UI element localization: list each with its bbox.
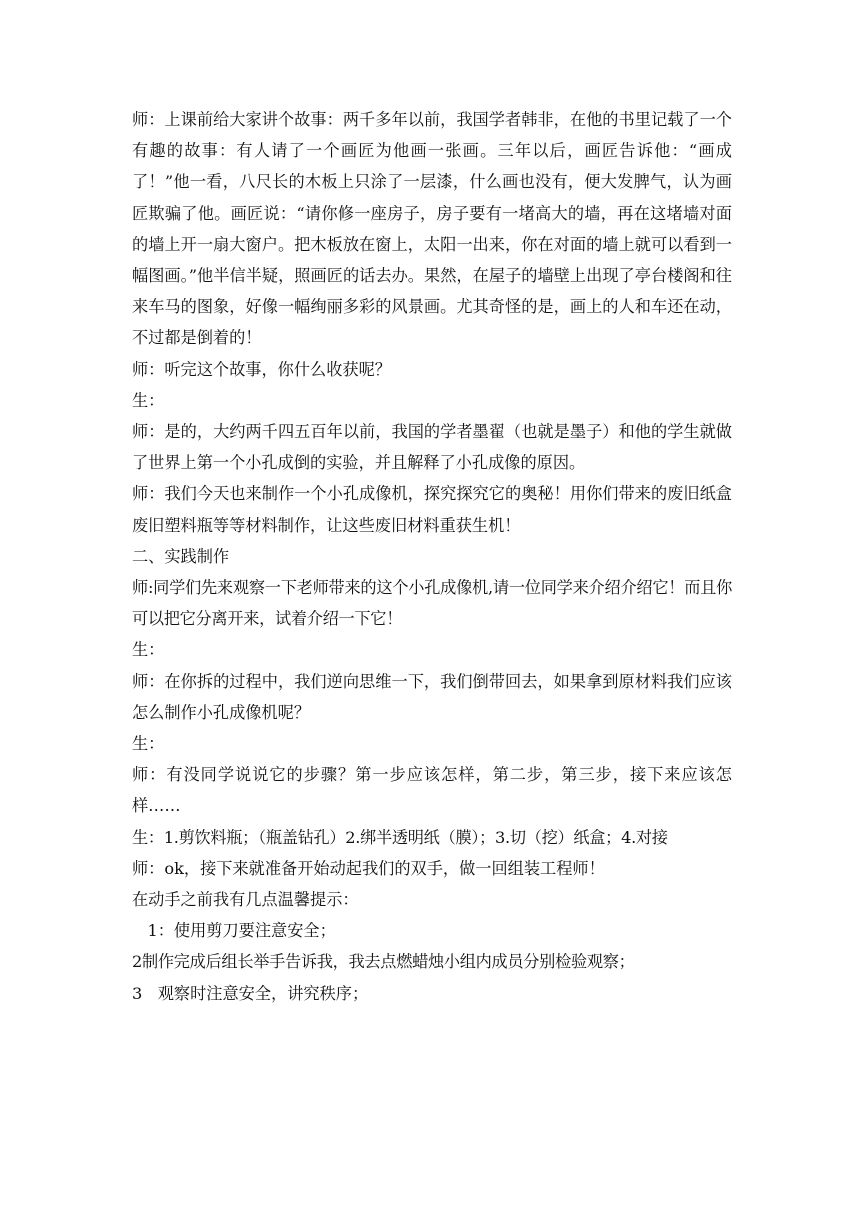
- student-reply: 生：: [132, 390, 165, 410]
- teacher-start-building: 师：ok，接下来就准备开始动起我们的双手，做一回组装工程师！: [132, 858, 605, 878]
- student-reply: 生：: [132, 734, 165, 754]
- document-page: [132, 104, 732, 1009]
- teacher-steps-question: 师：有没同学说说它的步骤？第一步应该怎样，第二步，第三步，接下来应该怎样……: [132, 765, 732, 816]
- tip-item-1: 1：使用剪刀要注意安全；: [132, 921, 336, 941]
- teacher-reverse-thinking: 师：在你拆的过程中，我们逆向思维一下，我们倒带回去，如果拿到原材料我们应该怎么制作小孔成像机呢？: [132, 671, 732, 722]
- student-steps-answer: 生：1.剪饮料瓶；（瓶盖钻孔）2.绑半透明纸（膜）；3.切（挖）纸盒；4.对接: [132, 827, 668, 847]
- tips-intro: 在动手之前我有几点温馨提示：: [132, 890, 359, 910]
- teacher-question: 师：听完这个故事，你什么收获呢？: [132, 359, 391, 379]
- story-paragraph: 师：上课前给大家讲个故事：两千多年以前，我国学者韩非，在他的书里记载了一个有趣的故事：有人请了一个画匠为他画一张画。三年以后，画匠告诉他：“画成了！”他一看，八尺长的木板上只涂了一层漆，什么画也没有，便大发脾气，认为画匠欺骗了他。画匠说：“请你修一座房子，房子要有一堵高大的墙，再在这堵墙对面的墙上开一扇大窗户。把木板放在窗上，太阳一出来，你在对面的墙上就可以看到一幅图画。”他半信半疑，照画匠的话去办。果然，在屋子的墙壁上出现了亭台楼阁和往来车马的图象，好像一幅绚丽多彩的风景画。尤其奇怪的是，画上的人和车还在动，不过都是倒着的！: [132, 110, 732, 348]
- teacher-observe: 师:同学们先来观察一下老师带来的这个小孔成像机,请一位同学来介绍介绍它！而且你可以把它分离开来，试着介绍一下它！: [132, 578, 732, 629]
- section-heading: 二、实践制作: [132, 546, 230, 566]
- student-reply: 生：: [132, 640, 165, 660]
- tip-item-3: 3 观察时注意安全，讲究秩序；: [132, 983, 369, 1003]
- teacher-explanation: 师：是的，大约两千四五百年以前，我国的学者墨翟（也就是墨子）和他的学生就做了世界上第一个小孔成倒的实验，并且解释了小孔成像的原因。: [132, 422, 732, 473]
- teacher-introduction: 师：我们今天也来制作一个小孔成像机，探究探究它的奥秘！用你们带来的废旧纸盒废旧塑料瓶等等材料制作，让这些废旧材料重获生机！: [132, 484, 732, 535]
- tip-item-2: 2制作完成后组长举手告诉我，我去点燃蜡烛小组内成员分别检验观察；: [132, 952, 635, 972]
